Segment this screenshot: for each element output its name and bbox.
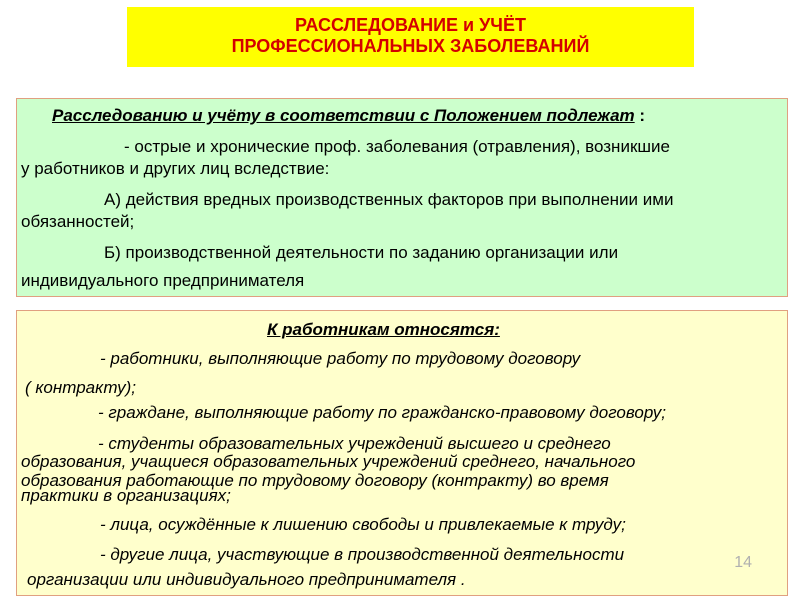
box1-line: у работников и других лиц вследствие:	[21, 159, 330, 178]
box2-line: - работники, выполняющие работу по трудовому договору	[100, 349, 581, 368]
box2-line: ( контракту);	[25, 378, 136, 397]
title-banner	[127, 7, 694, 67]
box1-line: индивидуального предпринимателя	[21, 271, 305, 290]
box1-line: обязанностей;	[21, 212, 135, 231]
box1-line: А) действия вредных производственных факторов при выполнении ими	[104, 190, 674, 209]
box2-line: - студенты образовательных учреждений высшего и среднего	[98, 434, 611, 453]
box2-line: образования работающие по трудовому договору (контракту) во время	[21, 471, 609, 490]
box2-line: образования, учащиеся образовательных учреждений среднего, начального	[21, 452, 636, 471]
workers-box	[16, 310, 788, 596]
box2-line: - лица, осуждённые к лишению свободы и привлекаемые к труду;	[100, 515, 626, 534]
investigation-heading	[52, 106, 645, 125]
box1-line: - острые и хронические проф. заболевания (отравления), возникшие	[124, 137, 670, 156]
page-number: 14	[734, 554, 752, 571]
box2-line: - граждане, выполняющие работу по гражданско-правовому договору;	[98, 403, 666, 422]
workers-heading	[267, 320, 500, 339]
box2-line: организации или индивидуального предпринимателя .	[27, 570, 466, 589]
box2-line: - другие лица, участвующие в производственной деятельности	[100, 545, 625, 564]
investigation-heading-text: Расследованию и учёту в соответствии с Положением подлежат	[52, 106, 635, 125]
workers-heading-text: К работникам относятся:	[267, 320, 500, 339]
title-line-1: РАССЛЕДОВАНИЕ и УЧЁТ	[295, 15, 526, 35]
investigation-subject-box	[16, 98, 788, 297]
box1-line: Б) производственной деятельности по заданию организации или	[104, 243, 619, 262]
investigation-heading-colon: :	[634, 106, 646, 125]
title-line-2: ПРОФЕССИОНАЛЬНЫХ ЗАБОЛЕВАНИЙ	[231, 36, 590, 56]
box2-line: практики в организациях;	[21, 486, 231, 505]
